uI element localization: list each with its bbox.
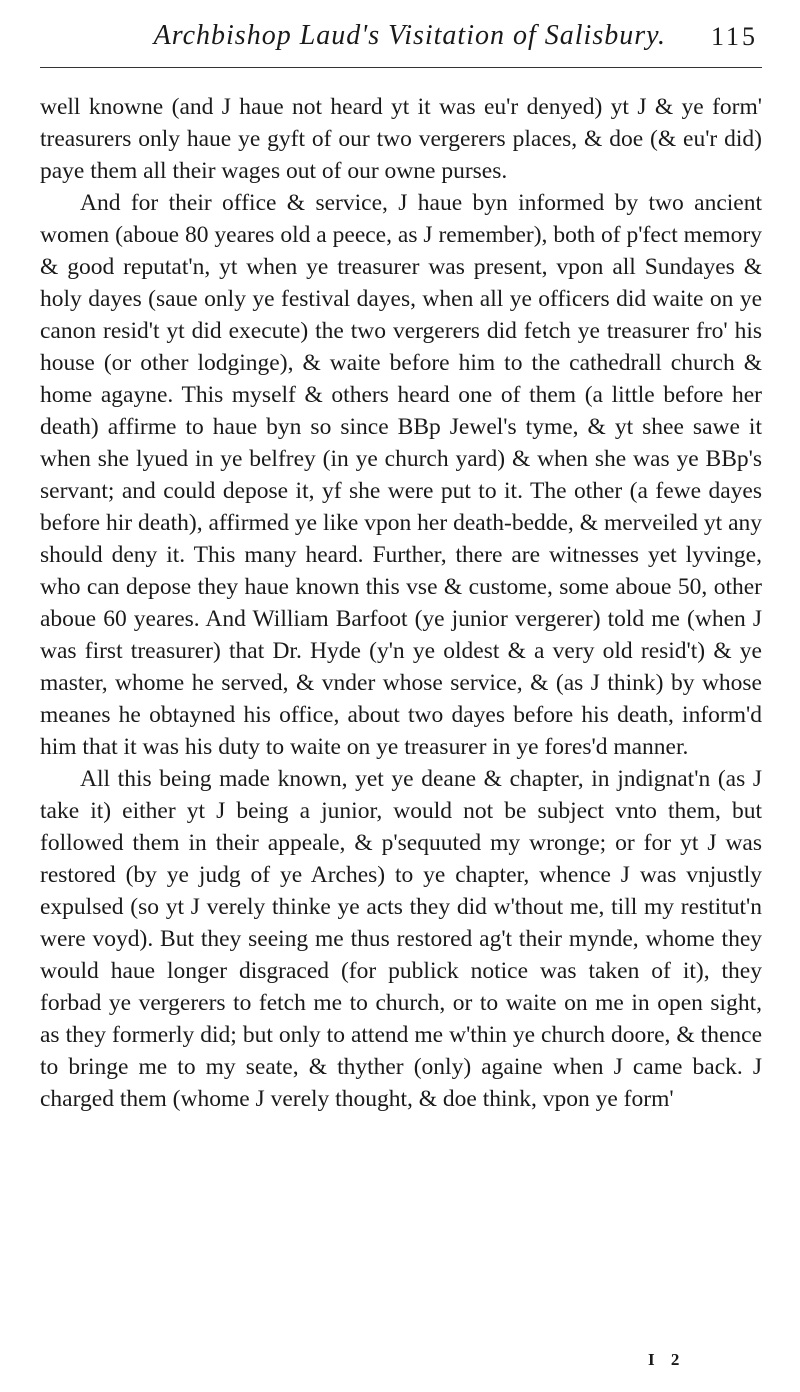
- page-header: [40, 20, 762, 60]
- signature-mark: I 2: [648, 1350, 686, 1369]
- paragraph-continuation: well knowne (and J haue not heard yt it was eu'r denyed) yt J & ye form' treasurers only haue ye gyft of our two vergerers places, & doe (& eu'r did) paye them all their wages out of our owne purses.: [40, 94, 762, 184]
- running-title: Archbishop Laud's Visitation of Salisbury.: [153, 20, 666, 51]
- paragraph-deane-and-chapter: All this being made known, yet ye deane & chapter, in jndignat'n (as J take it) either yt J being a junior, would not be subject vnto them, but followed them in their appeale, & p'sequuted my wronge; or for yt J was restored (by ye judg of ye Arches) to ye chapter, whence J was vnjustly expulsed (so yt J verely thinke ye acts they did w'thout me, till my restitut'n were voyd). But they seeing me thus restored ag't their mynde, whome they would haue longer disgraced (for publick notice was taken of it), they forbad ye vergerers to fetch me to church, or to waite on me in open sight, as they formerly did; but only to attend me w'thin ye church doore, & thence to bringe me to my seate, & thyther (only) againe when J came back. J charged them (whome J verely thought, & doe think, vpon ye form': [40, 766, 762, 1112]
- page-number: 115: [710, 22, 758, 51]
- body-text: [40, 91, 762, 1115]
- header-rule: [40, 67, 762, 68]
- paragraph-office-and-service: And for their office & service, J haue byn informed by two ancient women (aboue 80 yeares old a peece, as J remember), both of p'fect memory & good reputat'n, yt when ye treasurer was present, vpon all Sundayes & holy dayes (saue only ye festival dayes, when all ye officers did waite on ye canon resid't yt did execute) the two vergerers did fetch ye treasurer fro' his house (or other lodginge), & waite before him to the cathedrall church & home agayne. This myself & others heard one of them (a little before her death) affirme to haue byn so since BBp Jewel's tyme, & yt shee sawe it when she lyued in ye belfrey (in ye church yard) & when she was ye BBp's servant; and could depose it, yf she were put to it. The other (a fewe dayes before hir death), affirmed ye like vpon her death-bedde, & merveiled yt any should deny it. This many heard. Further, there are witnesses yet lyvinge, who can depose they haue known this vse & custome, some aboue 50, other aboue 60 yeares. And William Barfoot (ye junior vergerer) told me (when J was first treasurer) that Dr. Hyde (y'n ye oldest & a very old resid't) & ye master, whome he served, & vnder whose service, & (as J think) by whose meanes he obtayned his office, about two dayes before his death, inform'd him that it was his duty to waite on ye treasurer in ye fores'd manner.: [40, 190, 762, 760]
